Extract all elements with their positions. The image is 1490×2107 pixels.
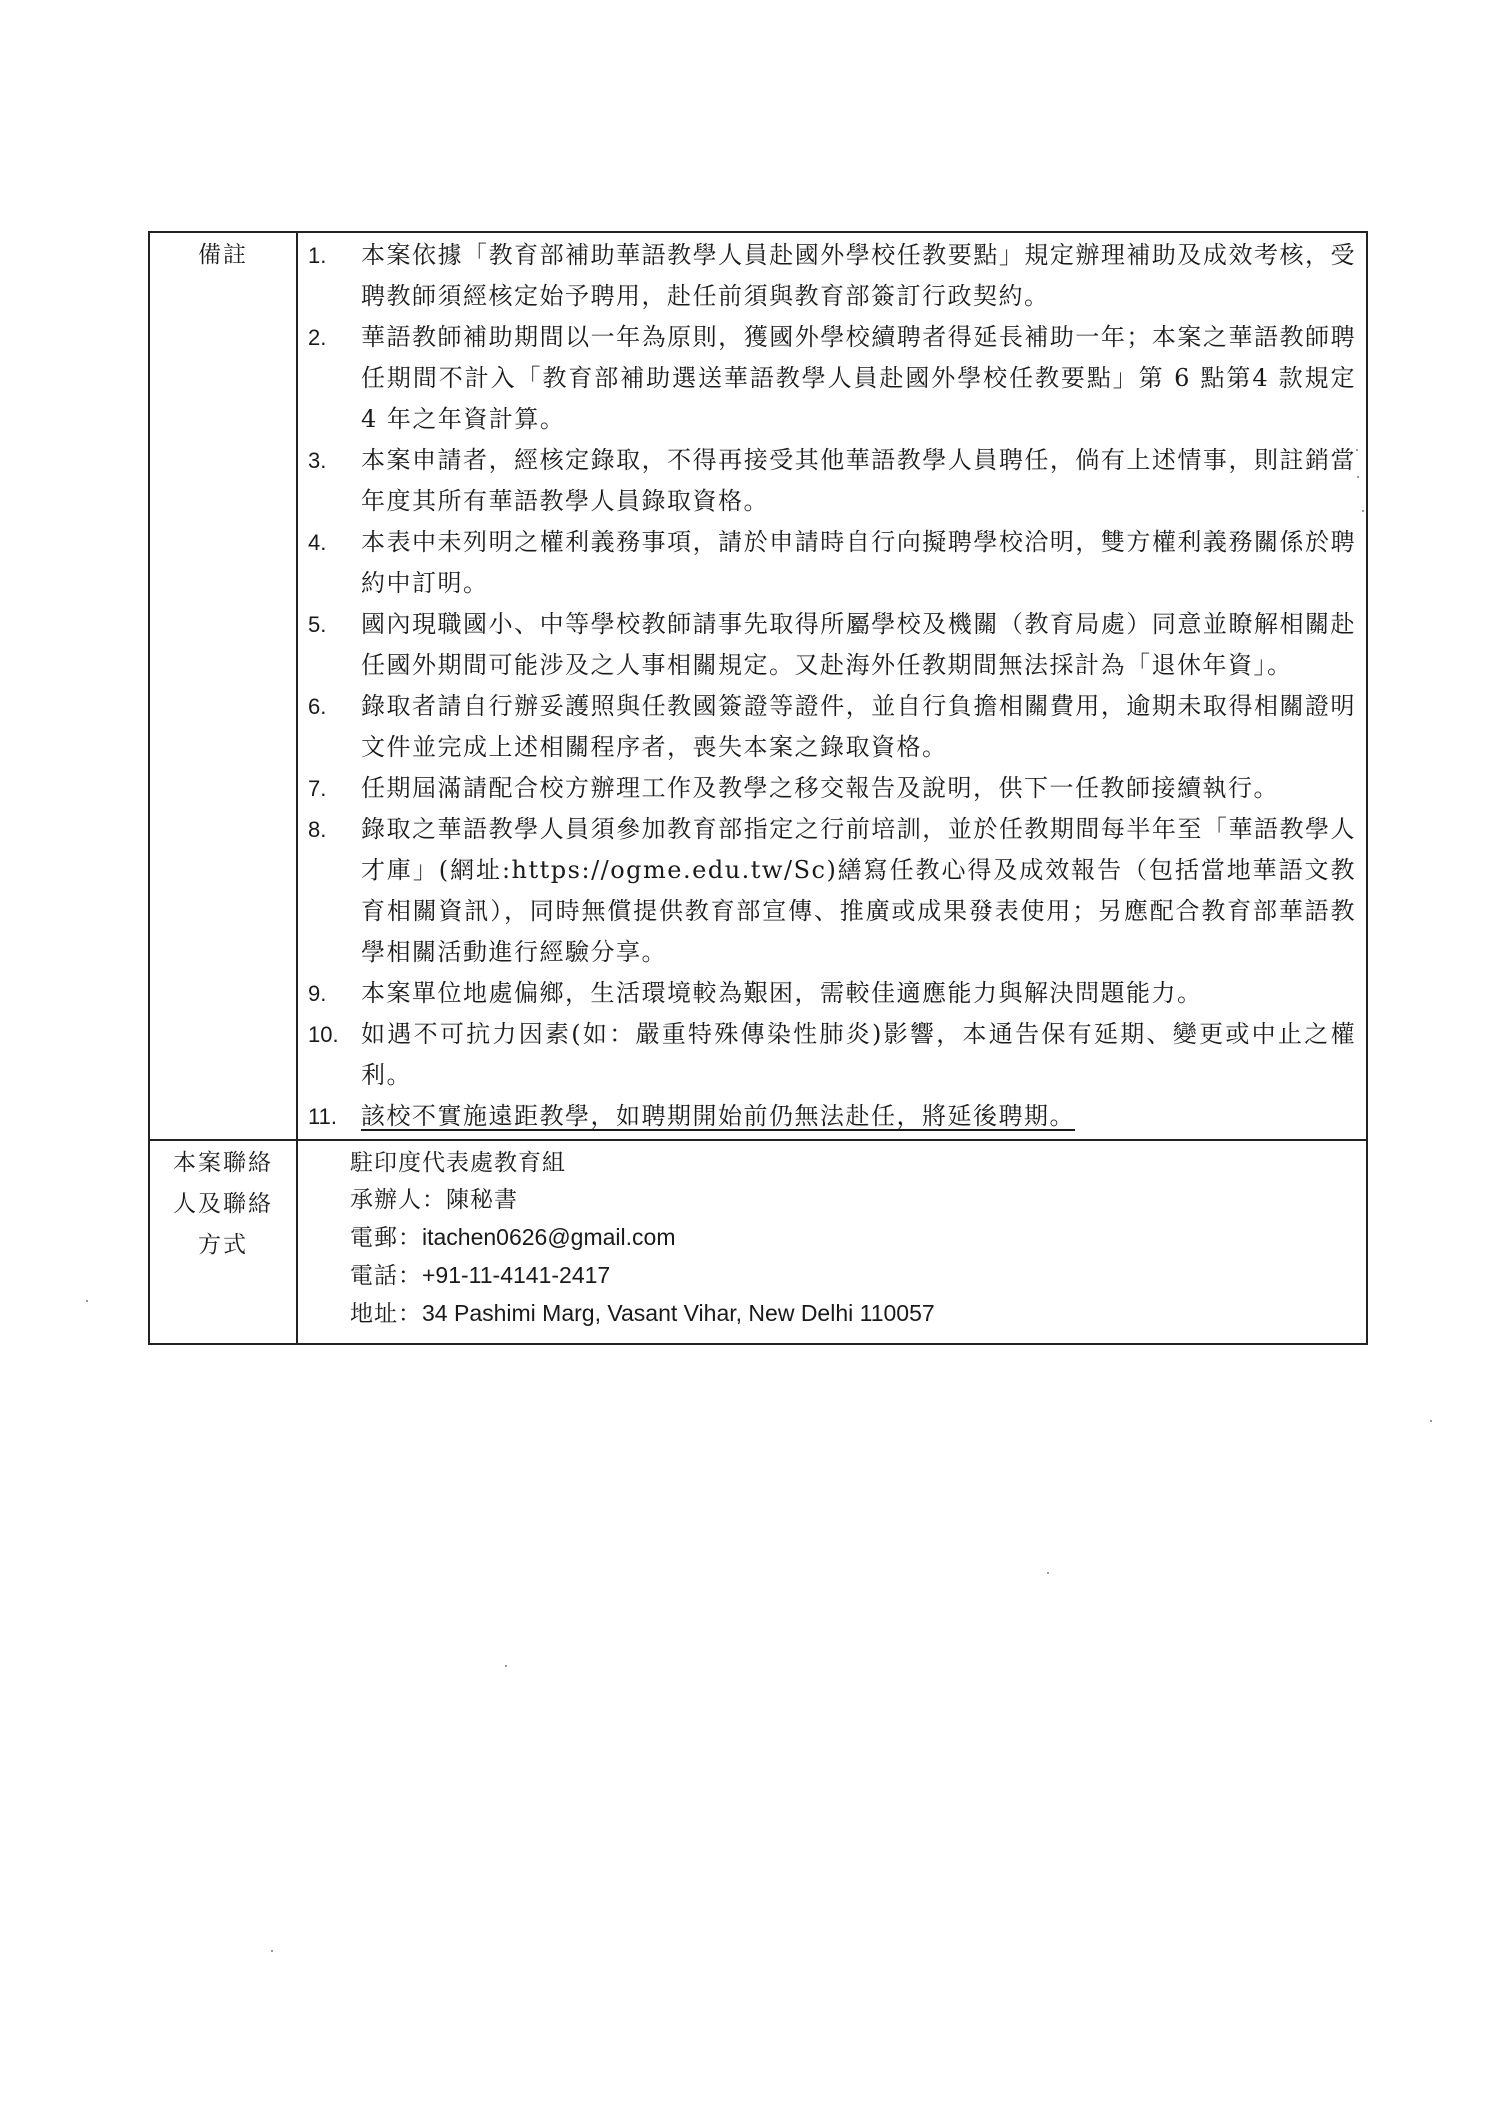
note-text-underlined: 該校不實施遠距教學，如聘期開始前仍無法赴任，將延後聘期。 xyxy=(361,1102,1075,1130)
scan-speck xyxy=(505,1665,507,1667)
note-number: 7. xyxy=(308,776,327,801)
note-text: 本案依據「教育部補助華語教學人員赴國外學校任教要點」規定辦理補助及成效考核，受聘教師須經核定始予聘用，赴任前須與教育部簽訂行政契約。 xyxy=(361,241,1356,310)
contact-phone xyxy=(350,1257,1356,1295)
note-text: 本案申請者，經核定錄取，不得再接受其他華語教學人員聘任，倘有上述情事，則註銷當年度其所有華語教學人員錄取資格。 xyxy=(361,446,1356,515)
handler-value: 陳秘書 xyxy=(446,1187,518,1213)
note-number: 5. xyxy=(308,612,327,637)
scan-speck xyxy=(1430,1420,1432,1422)
contact-handler xyxy=(350,1182,1356,1219)
note-item xyxy=(308,1096,1356,1137)
note-item xyxy=(308,1014,1356,1096)
note-item xyxy=(308,973,1356,1014)
phone-label: 電話： xyxy=(350,1263,422,1289)
note-item xyxy=(308,440,1356,522)
note-item xyxy=(308,809,1356,973)
notes-label: 備註 xyxy=(198,242,248,268)
note-text: 本表中未列明之權利義務事項，請於申請時自行向擬聘學校洽明，雙方權利義務關係於聘約中訂明。 xyxy=(361,528,1356,597)
note-item xyxy=(308,604,1356,686)
address-value: 34 Pashimi Marg, Vasant Vihar, New Delhi 110057 xyxy=(422,1300,935,1326)
note-item xyxy=(308,686,1356,768)
note-text: 錄取之華語教學人員須參加教育部指定之行前培訓，並於任教期間每半年至「華語教學人才庫」(網址:https://ogme.edu.tw/Sc)繕寫任教心得及成效報告（包括當地華語文教育相關資訊），同時無償提供教育部宣傳、推廣或成果發表使用；另應配合教育部華語教學相關活動進行經驗分享。 xyxy=(361,815,1356,966)
note-text: 如遇不可抗力因素(如：嚴重特殊傳染性肺炎)影響，本通告保有延期、變更或中止之權利。 xyxy=(361,1020,1356,1089)
contact-details xyxy=(297,1140,1367,1344)
note-text: 錄取者請自行辦妥護照與任教國簽證等證件，並自行負擔相關費用，逾期未取得相關證明文件並完成上述相關程序者，喪失本案之錄取資格。 xyxy=(361,692,1356,761)
contact-label-line: 方式 xyxy=(198,1232,248,1258)
contact-address xyxy=(350,1295,1356,1333)
email-value[interactable]: itachen0626@gmail.com xyxy=(422,1224,676,1250)
notes-list xyxy=(297,232,1367,1140)
note-text: 國內現職國小、中等學校教師請事先取得所屬學校及機關（教育局處）同意並瞭解相關赴任國外期間可能涉及之人事相關規定。又赴海外任教期間無法採計為「退休年資」。 xyxy=(361,610,1356,679)
scan-speck xyxy=(271,1950,273,1952)
note-number: 10. xyxy=(308,1022,339,1047)
contact-email xyxy=(350,1219,1356,1257)
note-number: 3. xyxy=(308,448,327,473)
note-number: 11. xyxy=(308,1104,337,1129)
phone-value: +91-11-4141-2417 xyxy=(422,1262,611,1288)
scan-speck xyxy=(1357,476,1359,478)
scan-speck xyxy=(1362,510,1364,512)
note-item xyxy=(308,768,1356,809)
note-number: 2. xyxy=(308,325,327,350)
handler-label: 承辦人： xyxy=(350,1187,446,1213)
note-item xyxy=(308,317,1356,440)
note-item xyxy=(308,235,1356,317)
contact-label-cell xyxy=(149,1140,297,1344)
contact-label-line: 本案聯絡 xyxy=(173,1150,273,1176)
scan-speck xyxy=(1047,1572,1049,1574)
scan-speck xyxy=(86,1300,88,1302)
contact-label-line: 人及聯絡 xyxy=(173,1191,273,1217)
note-text: 本案單位地處偏鄉，生活環境較為艱困，需較佳適應能力與解決問題能力。 xyxy=(361,979,1203,1007)
note-text: 華語教師補助期間以一年為原則，獲國外學校續聘者得延長補助一年；本案之華語教師聘任期間不計入「教育部補助選送華語教學人員赴國外學校任教要點」第 6 點第4 款規定4 年之年資計算。 xyxy=(361,323,1356,433)
notes-label-cell xyxy=(149,232,297,1140)
contact-office: 駐印度代表處教育組 xyxy=(350,1150,566,1176)
note-number: 6. xyxy=(308,694,327,719)
note-number: 1. xyxy=(308,243,327,268)
note-number: 8. xyxy=(308,817,327,842)
notes-row xyxy=(149,232,1367,1140)
email-label: 電郵： xyxy=(350,1225,422,1251)
note-number: 9. xyxy=(308,981,327,1006)
info-table xyxy=(148,231,1368,1345)
note-number: 4. xyxy=(308,530,327,555)
note-text: 任期屆滿請配合校方辦理工作及教學之移交報告及說明，供下一任教師接續執行。 xyxy=(361,774,1279,802)
scan-speck xyxy=(1356,449,1358,451)
address-label: 地址： xyxy=(350,1301,422,1327)
note-item xyxy=(308,522,1356,604)
contact-row xyxy=(149,1140,1367,1344)
